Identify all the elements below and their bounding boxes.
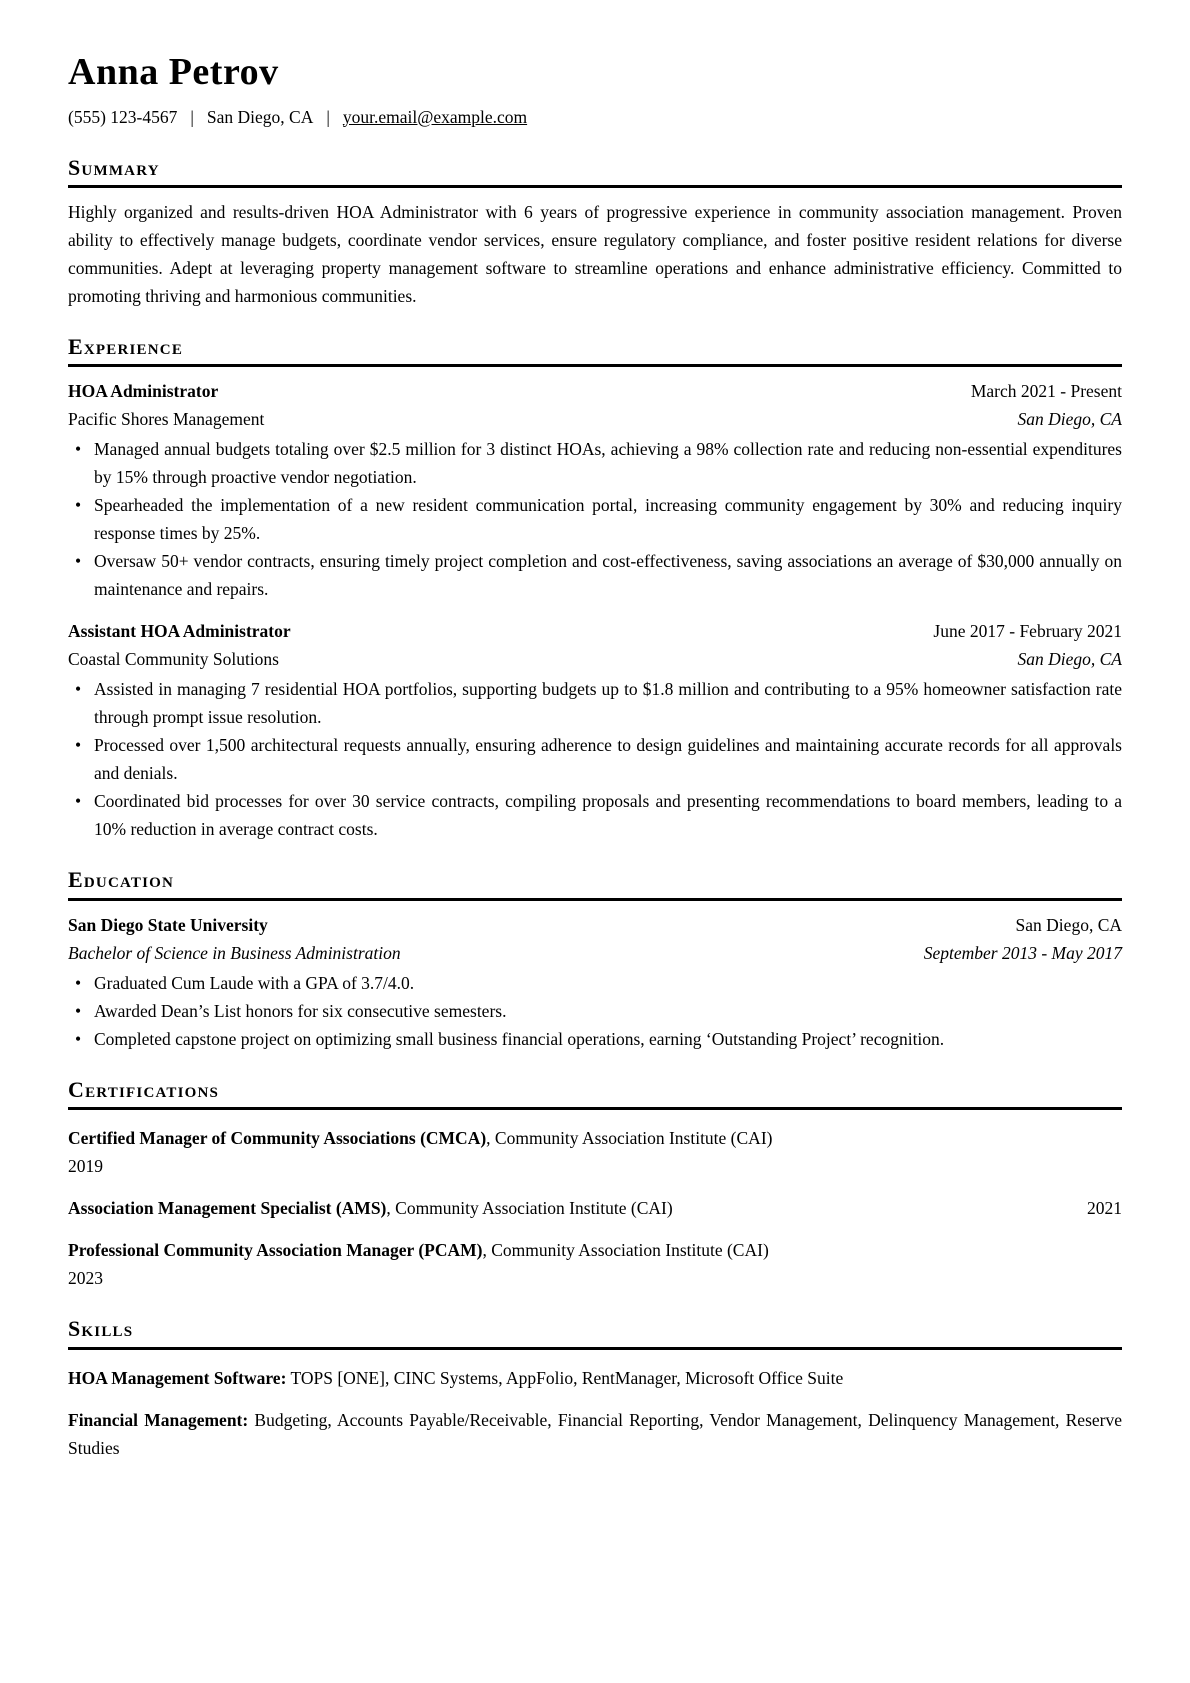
school-location: San Diego, CA (1015, 914, 1122, 935)
job-bullets (68, 675, 1122, 843)
certification-year: 2019 (68, 1156, 103, 1177)
certification-year: 2023 (68, 1268, 103, 1289)
education-entry (68, 911, 1122, 1053)
certification-year: 2021 (1087, 1198, 1122, 1219)
contact-separator: | (190, 106, 194, 127)
job-company-row (68, 645, 1122, 673)
job-title: HOA Administrator (68, 381, 219, 402)
section-education (68, 867, 1122, 1052)
certification-entry (68, 1236, 1122, 1292)
summary-text: Highly organized and results-driven HOA Administrator with 6 years of progressive experience in community association management. Proven ability to effectively manage budgets, coordinate vendor services, ensure regulatory compliance, and foster positive resident relations for diverse communities. Adept at leveraging property management software to streamline operations and enhance administrative efficiency. Committed to promoting thriving and harmonious communities. (68, 201, 1122, 306)
certification-name: Certified Manager of Community Associations (CMCA) (68, 1128, 487, 1149)
job-entry (68, 377, 1122, 603)
bullet-item: • Spearheaded the implementation of a new resident communication portal, increasing community engagement by 30% and reducing inquiry response times by 25%. (68, 491, 1122, 547)
section-title-certifications: Certifications (68, 1076, 220, 1102)
school-name: San Diego State University (68, 914, 268, 935)
certification-issuer: , Community Association Institute (CAI) (486, 1128, 773, 1149)
certification-issuer: , Community Association Institute (CAI) (386, 1198, 673, 1219)
section-certifications (68, 1077, 1122, 1292)
job-location: San Diego, CA (1017, 409, 1122, 430)
section-summary (68, 155, 1122, 310)
section-title-experience: Experience (68, 333, 184, 359)
bullet-item: • Processed over 1,500 architectural requests annually, ensuring adherence to design guidelines and maintaining accurate records for all approvals and denials. (68, 731, 1122, 787)
job-dates: June 2017 - February 2021 (933, 621, 1122, 642)
job-company: Coastal Community Solutions (68, 649, 279, 670)
education-bullets (68, 969, 1122, 1053)
bullet-item: • Managed annual budgets totaling over $2.5 million for 3 distinct HOAs, achieving a 98% collection rate and reducing non-essential expenditures by 15% through proactive vendor negotiation. (68, 435, 1122, 491)
skill-entry (68, 1406, 1122, 1462)
degree-name: Bachelor of Science in Business Administration (68, 942, 401, 963)
job-dates: March 2021 - Present (970, 381, 1122, 402)
skill-detail: Budgeting, Accounts Payable/Receivable, Financial Reporting, Vendor Management, Delinquency Management, Reserve Studies (68, 1409, 1122, 1458)
certification-issuer: , Community Association Institute (CAI) (482, 1240, 769, 1261)
job-title-row (68, 617, 1122, 645)
bullet-item: • Graduated Cum Laude with a GPA of 3.7/4.0. (68, 969, 1122, 997)
contact-separator: | (326, 106, 330, 127)
section-title-education: Education (68, 867, 175, 893)
section-rule (68, 898, 1122, 901)
resume-header (68, 50, 1122, 131)
section-rule (68, 1347, 1122, 1350)
bullet-item: • Oversaw 50+ vendor contracts, ensuring timely project completion and cost-effectiveness, saving associations an average of $30,000 annually on maintenance and repairs. (68, 547, 1122, 603)
bullet-item: • Completed capstone project on optimizing small business financial operations, earning ‘Outstanding Project’ recognition. (68, 1025, 1122, 1053)
school-degree-row (68, 939, 1122, 967)
bullet-item: • Assisted in managing 7 residential HOA portfolios, supporting budgets up to $1.8 million and contributing to a 95% homeowner satisfaction rate through prompt issue resolution. (68, 675, 1122, 731)
skill-category: HOA Management Software: (68, 1367, 287, 1388)
job-location: San Diego, CA (1017, 649, 1122, 670)
phone-number: (555) 123-4567 (68, 106, 178, 127)
job-entry (68, 617, 1122, 843)
bullet-item: • Coordinated bid processes for over 30 service contracts, compiling proposals and presenting recommendations to board members, leading to a 10% reduction in average contract costs. (68, 787, 1122, 843)
school-name-row (68, 911, 1122, 939)
skill-detail: TOPS [ONE], CINC Systems, AppFolio, RentManager, Microsoft Office Suite (286, 1367, 844, 1388)
contact-line (68, 103, 1122, 131)
certification-entry (68, 1194, 1122, 1222)
section-title-summary: Summary (68, 154, 160, 180)
job-title: Assistant HOA Administrator (68, 621, 291, 642)
bullet-item: • Awarded Dean’s List honors for six consecutive semesters. (68, 997, 1122, 1025)
location-text: San Diego, CA (206, 106, 314, 127)
section-experience (68, 334, 1122, 843)
section-skills (68, 1316, 1122, 1461)
section-rule (68, 185, 1122, 188)
skill-entry (68, 1364, 1122, 1392)
skill-category: Financial Management: (68, 1409, 249, 1430)
job-title-row (68, 377, 1122, 405)
job-bullets (68, 435, 1122, 603)
certification-name: Association Management Specialist (AMS) (68, 1198, 387, 1219)
certification-name: Professional Community Association Manager (PCAM) (68, 1240, 483, 1261)
job-company: Pacific Shores Management (68, 409, 265, 430)
school-dates: September 2013 - May 2017 (923, 942, 1122, 963)
email-link[interactable]: your.email@example.com (342, 106, 528, 127)
candidate-name: Anna Petrov (68, 51, 279, 93)
section-rule (68, 364, 1122, 367)
section-rule (68, 1107, 1122, 1110)
section-title-skills: Skills (68, 1316, 134, 1342)
job-company-row (68, 405, 1122, 433)
certification-entry (68, 1124, 1122, 1180)
